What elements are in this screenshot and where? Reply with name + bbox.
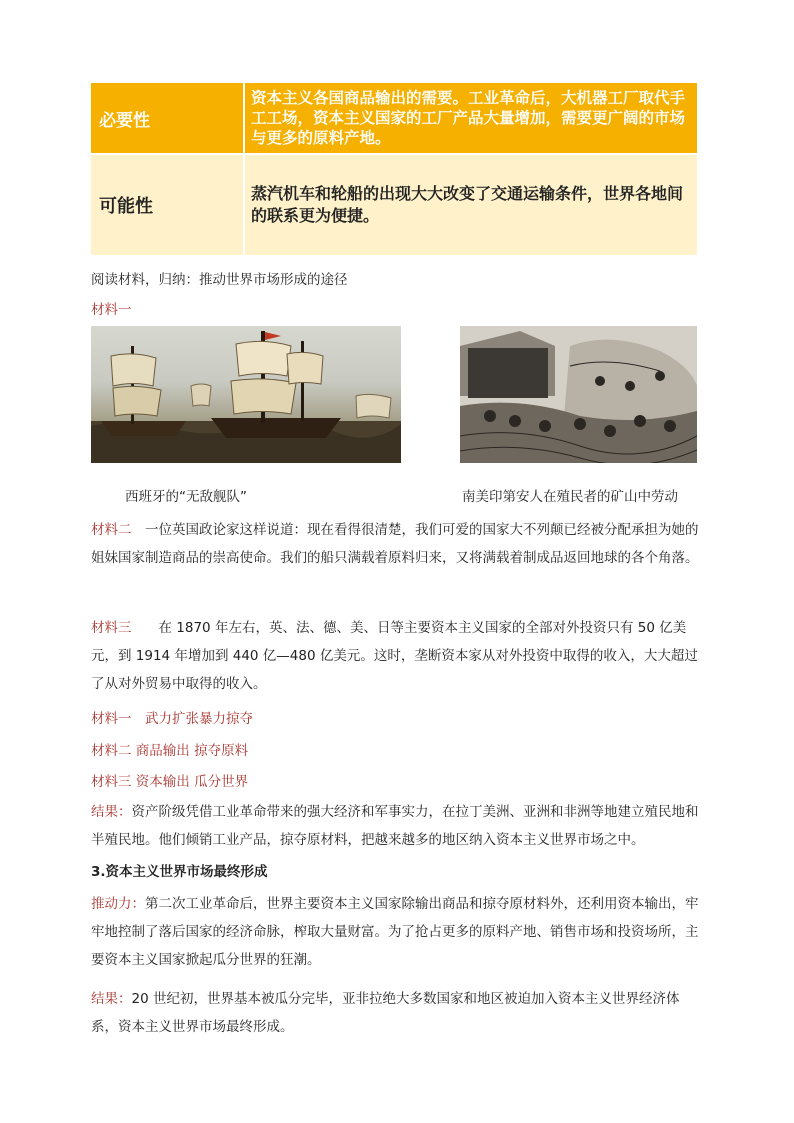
summary-line-3: 材料三 资本输出 瓜分世界 (91, 774, 249, 790)
row-label: 必要性 (91, 83, 244, 154)
driver-label: 推动力： (91, 896, 145, 912)
material2-paragraph (91, 516, 703, 572)
summary-line-2: 材料二 商品输出 掠夺原料 (91, 743, 249, 759)
summary-line-1: 材料一 武力扩张暴力掠夺 (91, 711, 253, 727)
result1-paragraph (91, 798, 703, 854)
row-text: 蒸汽机车和轮船的出现大大改变了交通运输条件，世界各地间的联系更为便捷。 (244, 154, 697, 255)
armada-ships-image (91, 326, 401, 463)
material2-label: 材料二 (91, 522, 132, 538)
result2-paragraph (91, 985, 703, 1041)
material3-label: 材料三 (91, 620, 132, 636)
reading-prompt: 阅读材料，归纳：推动世界市场形成的途径 (91, 272, 348, 288)
mine-labor-engraving-image (460, 326, 697, 463)
result2-text: 20 世纪初，世界基本被瓜分完毕，亚非拉绝大多数国家和地区被迫加入资本主义世界经济体系，资本主义世界市场最终形成。 (91, 991, 680, 1035)
row-label: 可能性 (91, 154, 244, 255)
caption-right: 南美印第安人在殖民者的矿山中劳动 (462, 489, 678, 505)
section3-title: 3.资本主义世界市场最终形成 (91, 864, 268, 880)
material3-paragraph (91, 614, 703, 698)
driver-paragraph (91, 890, 703, 974)
result1-text: 资产阶级凭借工业革命带来的强大经济和军事实力，在拉丁美洲、亚洲和非洲等地建立殖民地和半殖民地。他们倾销工业产品，掠夺原材料，把越来越多的地区纳入资本主义世界市场之中。 (91, 804, 699, 848)
driver-text: 第二次工业革命后，世界主要资本主义国家除输出商品和掠夺原材料外，还利用资本输出，牢牢地控制了落后国家的经济命脉，榨取大量财富。为了抢占更多的原料产地、销售市场和投资场所，主要资本主义国家掀起瓜分世界的狂潮。 (91, 896, 699, 968)
result2-label: 结果： (91, 991, 132, 1007)
table-row (91, 83, 697, 154)
caption-left: 西班牙的“无敌舰队” (125, 489, 247, 505)
armada-ships-illustration (91, 326, 401, 463)
necessity-possibility-table (91, 83, 697, 255)
table-row (91, 154, 697, 255)
material2-text: 一位英国政论家这样说道：现在看得很清楚，我们可爱的国家大不列颠已经被分配承担为她的姐妹国家制造商品的崇高使命。我们的船只满载着原料归来，又将满载着制成品返回地球的各个角落。 (91, 522, 699, 566)
material1-label: 材料一 (91, 302, 132, 318)
mine-labor-illustration (460, 326, 697, 463)
row-text: 资本主义各国商品输出的需要。工业革命后，大机器工厂取代手工工场，资本主义国家的工厂产品大量增加，需要更广阔的市场与更多的原料产地。 (244, 83, 697, 154)
material3-text: 在 1870 年左右，英、法、德、美、日等主要资本主义国家的全部对外投资只有 50 亿美元，到 1914 年增加到 440 亿—480 亿美元。这时，垄断资本家从对外投资中取得的收入，大大超过了从对外贸易中取得的收入。 (91, 620, 698, 692)
result1-label: 结果： (91, 804, 132, 820)
